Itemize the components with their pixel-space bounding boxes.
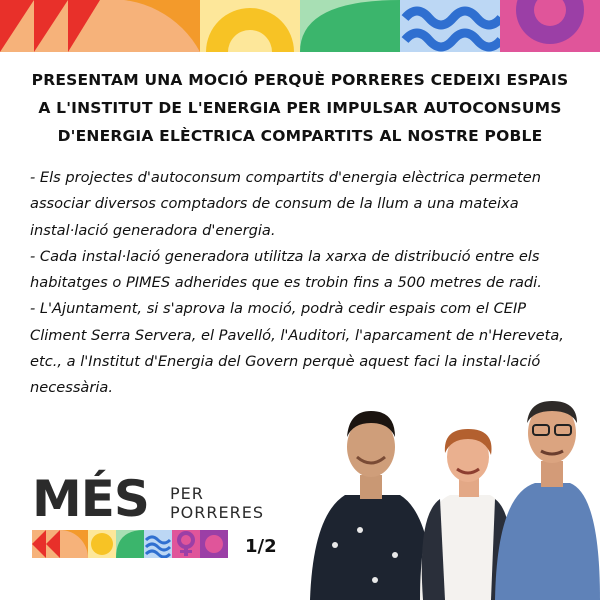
group-photo: [305, 395, 600, 600]
body-text: [30, 165, 585, 402]
logo-mes: MÉS: [32, 470, 149, 528]
paragraph-3: - L'Ajuntament, si s'aprova la moció, podrà cedir espais com el CEIP Climent Serra Servera, el Pavelló, l'Auditori, l'aparcament de n'Hereveta, etc., a l'Institut d'Energia del Govern perquè aquest faci la instal·lació necessària.: [30, 300, 564, 397]
headline-line-2: A L'INSTITUT DE L'ENERGIA PER IMPULSAR AUTOCONSUMS: [38, 99, 562, 117]
mes-per-porreres-logo: [32, 470, 264, 533]
decorative-mini-band: [32, 530, 228, 558]
paragraph-1: - Els projectes d'autoconsum compartits d'energia elèctrica permeten associar diversos comptadors de consum de la llum a una mateixa instal·lació generadora d'energia.: [30, 169, 541, 239]
headline-line-3: D'ENERGIA ELÈCTRICA COMPARTITS AL NOSTRE POBLE: [57, 127, 543, 145]
decorative-top-band: [0, 0, 600, 52]
headline: [20, 66, 580, 150]
logo-per: PER: [170, 484, 204, 503]
paragraph-2: - Cada instal·lació generadora utilitza la xarxa de distribució entre els habitatges o PIMES adherides que es trobin fins a 500 metres de radi.: [30, 247, 542, 292]
headline-line-1: PRESENTAM UNA MOCIÓ PERQUÈ PORRERES CEDEIXI ESPAIS: [31, 71, 569, 89]
page-indicator: 1/2: [245, 536, 277, 557]
logo-porreres: PORRERES: [170, 503, 264, 522]
